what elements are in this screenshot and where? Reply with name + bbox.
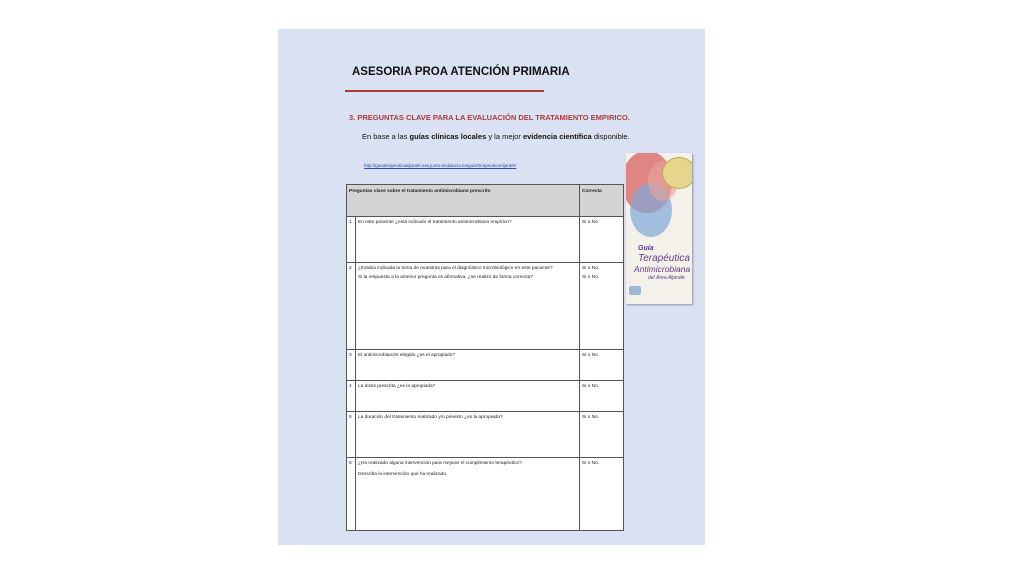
publisher-logo-icon [629, 286, 641, 295]
row-question [356, 381, 580, 412]
question-text: La dosis prescrita ¿es la apropiada? [358, 384, 436, 389]
row-answer [580, 263, 624, 350]
row-question [356, 263, 580, 350]
title-underline [345, 90, 544, 92]
header-question: Preguntas clave sobre el tratamiento antimicrobiano prescrito [347, 185, 580, 217]
row-number: 1 [347, 217, 356, 263]
row-question [356, 458, 580, 531]
question-text: El antimicrobiano/s elegido ¿es el apropiado? [358, 353, 456, 358]
section-heading: 3. PREGUNTAS CLAVE PARA LA EVALUACIÓN DEL TRATAMIENTO EMPIRICO. [349, 113, 630, 122]
question-text: La duración del tratamiento realizado y/o previsto ¿es la apropiada? [358, 415, 503, 420]
row-question [356, 412, 580, 458]
table-row [347, 412, 624, 458]
guide-link[interactable]: http://guiaterapeuticaaljarafe.sas.junta-andalucia.es/guiaTerapeuticaAljarafe/ [364, 163, 517, 168]
row-answer [580, 458, 624, 531]
cover-title-line-3: Antimicrobiana [634, 264, 691, 274]
question-text: ¿Estaba indicada la toma de muestras para el diagnóstico microbiológico en este paciente? [358, 266, 553, 271]
row-number: 4 [347, 381, 356, 412]
questions-table [346, 184, 624, 531]
table-row [347, 458, 624, 531]
slide [278, 29, 705, 545]
row-number: 6 [347, 458, 356, 531]
table-row [347, 350, 624, 381]
table-header-row [347, 185, 624, 217]
answer-text: Si o No. [582, 461, 600, 466]
row-answer [580, 381, 624, 412]
table-row [347, 217, 624, 263]
row-number: 5 [347, 412, 356, 458]
answer-text-2: Si o No. [582, 275, 600, 280]
row-answer [580, 217, 624, 263]
table-row [347, 263, 624, 350]
intro-text [362, 132, 630, 141]
question-text-2: Describa la intervención que ha realizado. [358, 472, 448, 477]
cover-title-line-4: del Área Aljarafe [648, 275, 685, 281]
answer-text: Si o No. [582, 266, 600, 271]
cover-title-line-2: Terapéutica [638, 253, 690, 264]
row-number: 2 [347, 263, 356, 350]
answer-text: Si o No [582, 220, 598, 225]
row-question [356, 217, 580, 263]
page-title: ASESORIA PROA ATENCIÓN PRIMARIA [352, 66, 570, 78]
answer-text: Si o No. [582, 384, 600, 389]
question-text-2: Si la respuesta a la anterior pregunta es afirmativa, ¿se realizó de forma correcta? [358, 275, 533, 280]
guide-book-cover-image [626, 153, 692, 304]
intro-bold-2: evidencia científica [522, 132, 592, 141]
intro-bold-1: guías clínicas locales [409, 132, 487, 141]
cover-title-line-1: Guía [638, 245, 654, 252]
question-text: En este paciente ¿está indicado el tratamiento antimicrobiano empírico? [358, 220, 512, 225]
petri-dish-icon [662, 157, 692, 189]
answer-text: Si o No [582, 353, 598, 358]
header-answer: Correcta [580, 185, 624, 217]
intro-part-3: disponible. [591, 132, 630, 141]
intro-part-2: y la mejor [486, 132, 523, 141]
table-row [347, 381, 624, 412]
question-text: ¿Ha realizado alguna intervención para mejorar el cumplimiento terapéutico? [358, 461, 522, 466]
intro-part-1: En base a las [362, 132, 410, 141]
row-answer [580, 350, 624, 381]
answer-text: Si o No. [582, 415, 600, 420]
row-number: 3 [347, 350, 356, 381]
row-answer [580, 412, 624, 458]
row-question [356, 350, 580, 381]
